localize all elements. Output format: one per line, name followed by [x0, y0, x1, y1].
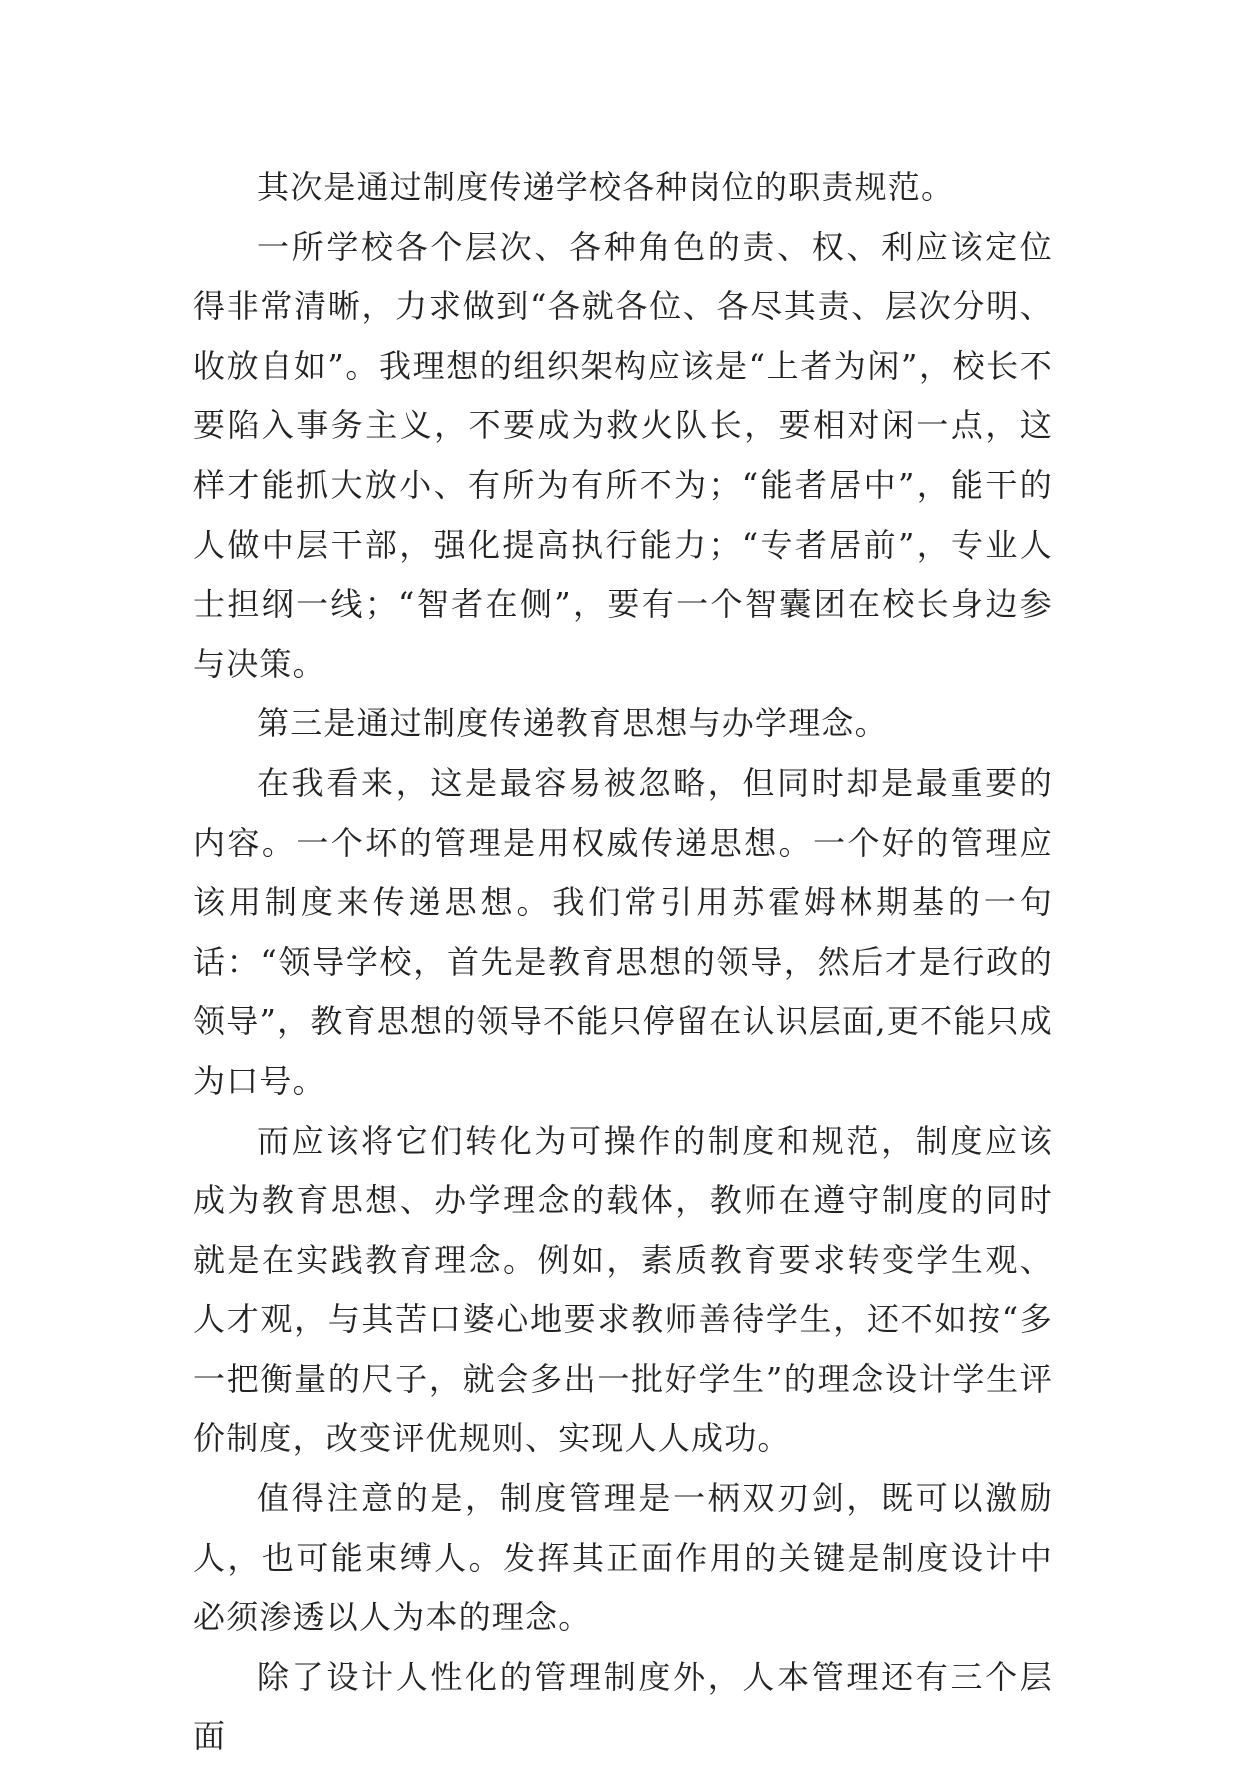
paragraph-4: 在我看来，这是最容易被忽略，但同时却是最重要的内容。一个坏的管理是用权威传递思想。一个好的管理应该用制度来传递思想。我们常引用苏霍姆林期基的一句话：“领导学校，首先是教育思想的领导，然后才是行政的领导”，教育思想的领导不能只停留在认识层面,更不能只成为口号。 [193, 763, 1053, 1100]
paragraph-6: 值得注意的是，制度管理是一柄双刃剑，既可以激励人，也可能束缚人。发挥其正面作用的关键是制度设计中必须渗透以人为本的理念。 [193, 1479, 1053, 1637]
paragraph-1: 其次是通过制度传递学校各种岗位的职责规范。 [257, 168, 955, 206]
paragraph-5: 而应该将它们转化为可操作的制度和规范，制度应该成为教育思想、办学理念的载体，教师在遵守制度的同时就是在实践教育理念。例如，素质教育要求转变学生观、人才观，与其苦口婆心地要求教师善待学生，还不如按“多一把衡量的尺子，就会多出一批好学生”的理念设计学生评价制度，改变评优规则、实现人人成功。 [193, 1121, 1053, 1458]
document-body [193, 158, 1053, 1767]
paragraph-2: 一所学校各个层次、各种角色的责、权、利应该定位得非常清晰，力求做到“各就各位、各尽其责、层次分明、收放自如”。我理想的组织架构应该是“上者为闲”，校长不要陷入事务主义，不要成为救火队长，要相对闲一点，这样才能抓大放小、有所为有所不为；“能者居中”，能干的人做中层干部，强化提高执行能力；“专者居前”，专业人士担纲一线；“智者在侧”，要有一个智囊团在校长身边参与决策。 [193, 227, 1053, 683]
paragraph-7: 除了设计人性化的管理制度外，人本管理还有三个层面 [193, 1657, 1053, 1756]
paragraph-3: 第三是通过制度传递教育思想与办学理念。 [257, 704, 888, 743]
